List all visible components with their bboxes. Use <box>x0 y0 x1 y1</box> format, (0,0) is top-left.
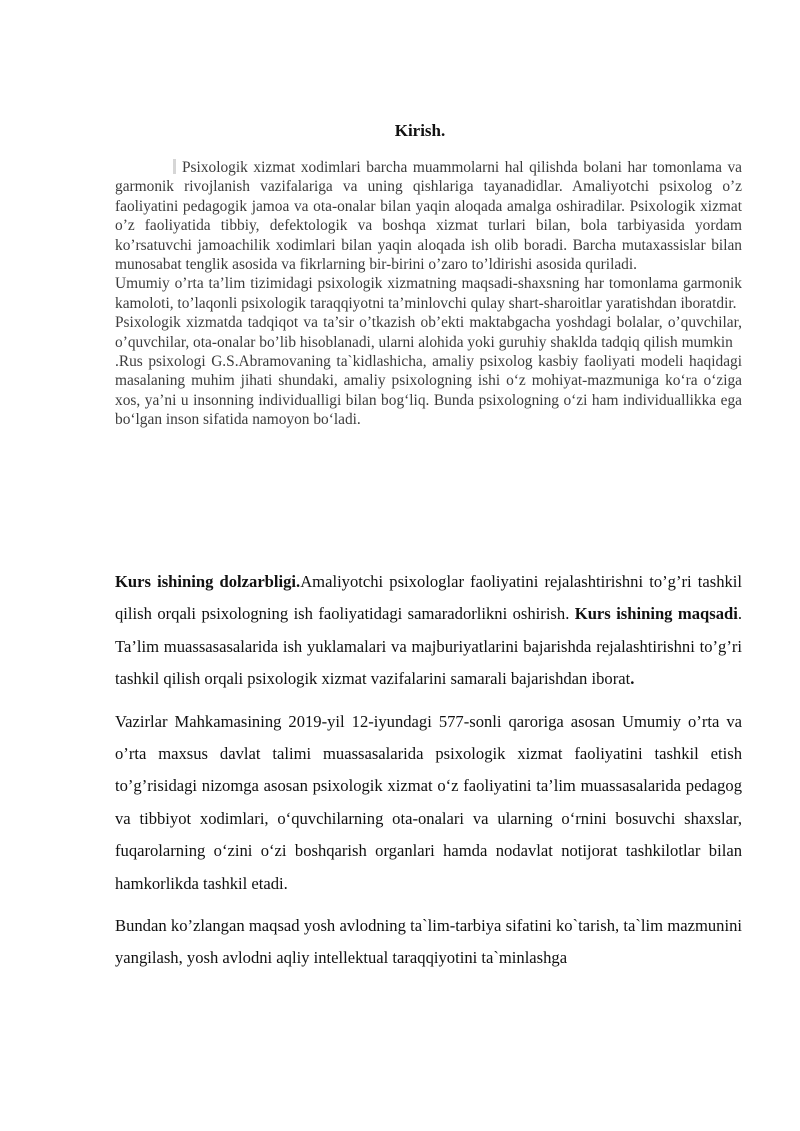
intro-paragraph: .Rus psixologi G.S.Abramovaning ta`kidlashicha, amaliy psixolog kasbiy faoliyati modeli haqidagi masalaning muhim jihati shundaki, amaliy psixologning ishi o‘z mohiyat-mazmuniga ko‘ra o‘ziga xos, ya’ni u insonning individualligi bilan bog‘liq. Bunda psixologning o‘zi ham individuallikka ega bo‘lgan inson sifatida namoyon bo‘ladi. <box>115 353 742 429</box>
intro-paragraph <box>115 158 742 274</box>
intro-paragraph-text: Psixologik xizmat xodimlari barcha muammolarni hal qilishda bolani har tomonlama va garmonik rivojlanish vazifalariga va uning qishlariga tayanadidlar. Amaliyotchi psixolog o’z faoliyatini pedagogik jamoa va ota-onalar bilan yaqin aloqada amalga oshiradilar. Psixologik xizmat o’z faoliyatida tibbiy, defektologik va boshqa xizmat turlari bilan, bola tarbiyasida yordam ko’rsatuvchi jamoachilik xodimlari bilan yaqin aloqada ish olib boradi. Barcha mutaxassislar bilan munosabat tenglik asosida va fikrlarning bir-birini o’zaro to’ldirishi asosida quriladi. <box>115 159 742 274</box>
goal-text: . Ta’lim muassasasalarida ish yuklamalari va majburiyatlarini bajarishda rejalashtirishni to’g’ri tashkil qilish orqali psixologik xizmat vazifalarini samarali bajarishdan iborat <box>115 604 743 689</box>
text-cursor-marker <box>173 159 176 174</box>
relevance-paragraph <box>115 566 742 696</box>
relevance-text: Amaliyotchi psixologlar faoliyatini rejalashtirishni to’g’ri tashkil qilish orqali psixologning ish faoliyatidagi samaradorlikni oshirish. <box>115 572 743 624</box>
main-body <box>115 566 742 985</box>
section-title: Kirish. <box>394 121 446 140</box>
goal-end: . <box>630 669 635 689</box>
decree-paragraph: Vazirlar Mahkamasining 2019-yil 12-iyundagi 577-sonli qaroriga asosan Umumiy o’rta va o’rta maxsus davlat talimi muassasalarida psixologik xizmat faoliyatini tashkil etish to’g’risidagi nizomga asosan psixologik xizmat o‘z faoliyatini ta’lim muassasalarida pedagog va tibbiyot xodimlari, o‘quvchilarning ota-onalari va ularning o‘rnini bosuvchi shaxslar, fuqarolarning o‘zini o‘zi boshqarish organlari hamda nodavlat notijorat tashkilotlar bilan hamkorlikda tashkil etadi. <box>115 711 742 893</box>
goal-heading: Kurs ishining maqsadi <box>574 604 738 624</box>
general-goal-paragraph: Bundan ko’zlangan maqsad yosh avlodning ta`lim-tarbiya sifatini ko`tarish, ta`lim mazmunini yangilash, yosh avlodni aqliy intellektual taraqqiyotini ta`minlashga <box>115 916 742 968</box>
intro-paragraph: Umumiy o’rta ta’lim tizimidagi psixologik xizmatning maqsadi-shaxsning har tomonlama garmonik kamoloti, to’laqonli psixologik taraqqiyotni ta’minlovchi qulay shart-sharoitlar yaratishdan iboratdir. <box>115 275 742 312</box>
intro-block <box>115 158 742 430</box>
intro-paragraph: Psixologik xizmatda tadqiqot va ta’sir o’tkazish ob’ekti maktabgacha yoshdagi bolalar, o’quvchilar, o’quvchilar, ota-onalar bo’lib hisoblanadi, ularni alohida yoki guruhiy shaklda tadqiq qilish mumkin <box>115 314 742 351</box>
relevance-heading: Kurs ishining dolzarbligi. <box>115 572 301 591</box>
